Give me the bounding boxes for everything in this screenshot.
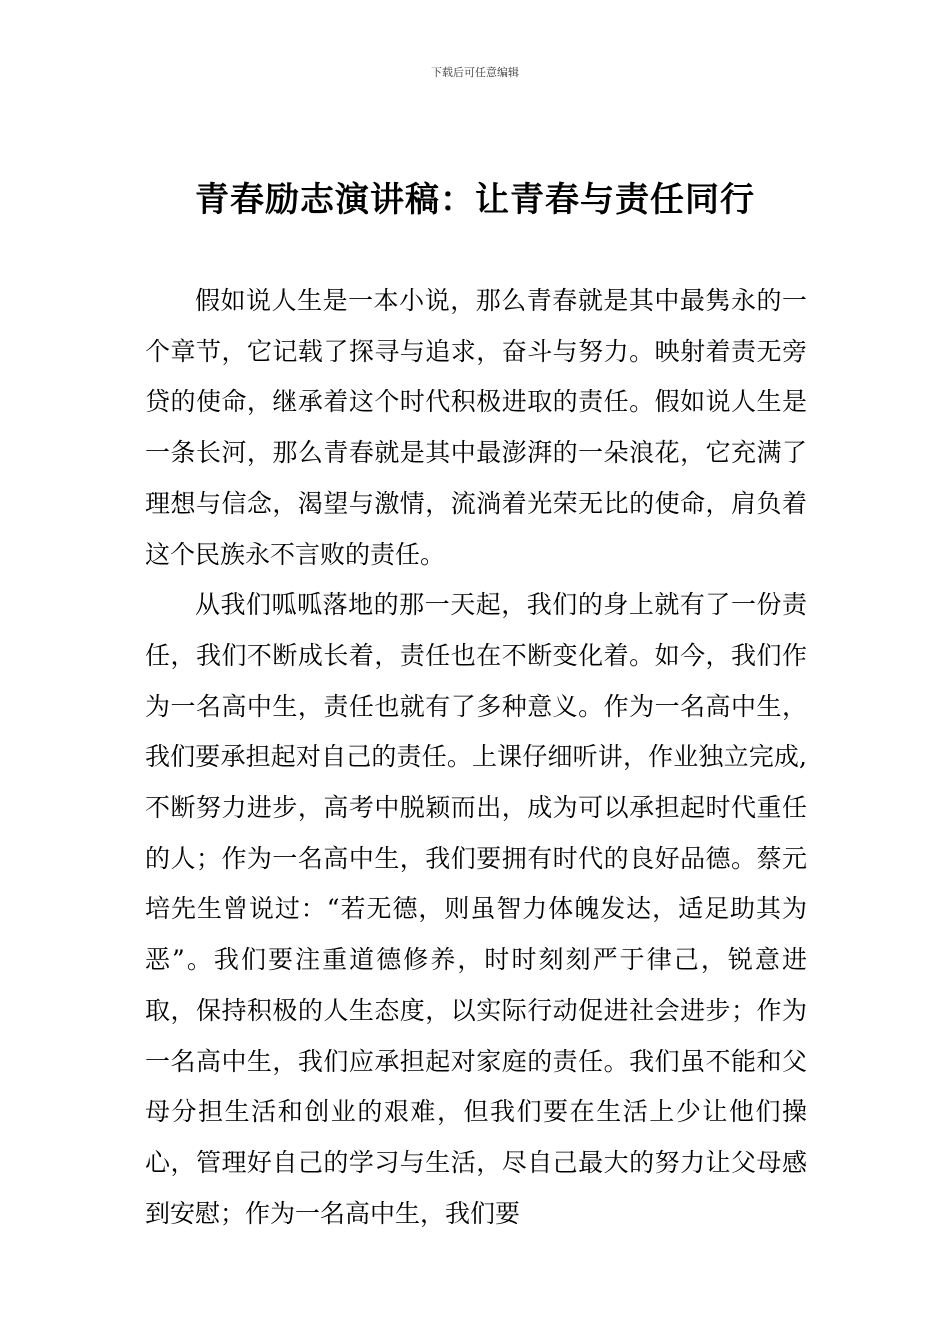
document-body: [145, 276, 807, 1239]
paragraph-2: 从我们呱呱落地的那一天起，我们的身上就有了一份责任，我们不断成长着，责任也在不断变化着。如今，我们作为一名高中生，责任也就有了多种意义。作为一名高中生，我们要承担起对自己的责任。上课仔细听讲，作业独立完成,不断努力进步，高考中脱颖而出，成为可以承担起时代重任的人；作为一名高中生，我们要拥有时代的良好品德。蔡元培先生曾说过：“若无德，则虽智力体魄发达，适足助其为恶”。我们要注重道德修养，时时刻刻严于律己，锐意进取，保持积极的人生态度，以实际行动促进社会进步；作为一名高中生，我们应承担起对家庭的责任。我们虽不能和父母分担生活和创业的艰难，但我们要在生活上少让他们操心，管理好自己的学习与生活，尽自己最大的努力让父母感到安慰；作为一名高中生，我们要: [145, 590, 807, 1228]
paragraph-1: 假如说人生是一本小说，那么青春就是其中最隽永的一个章节，它记载了探寻与追求，奋斗与努力。映射着责无旁贷的使命，继承着这个时代积极进取的责任。假如说人生是一条长河，那么青春就是其中最澎湃的一朵浪花，它充满了理想与信念，渴望与激情，流淌着光荣无比的使命，肩负着这个民族永不言败的责任。: [145, 286, 807, 569]
page-header-note: 下载后可任意编辑: [431, 66, 519, 79]
document-title: 青春励志演讲稿：让青春与责任同行: [195, 180, 755, 220]
